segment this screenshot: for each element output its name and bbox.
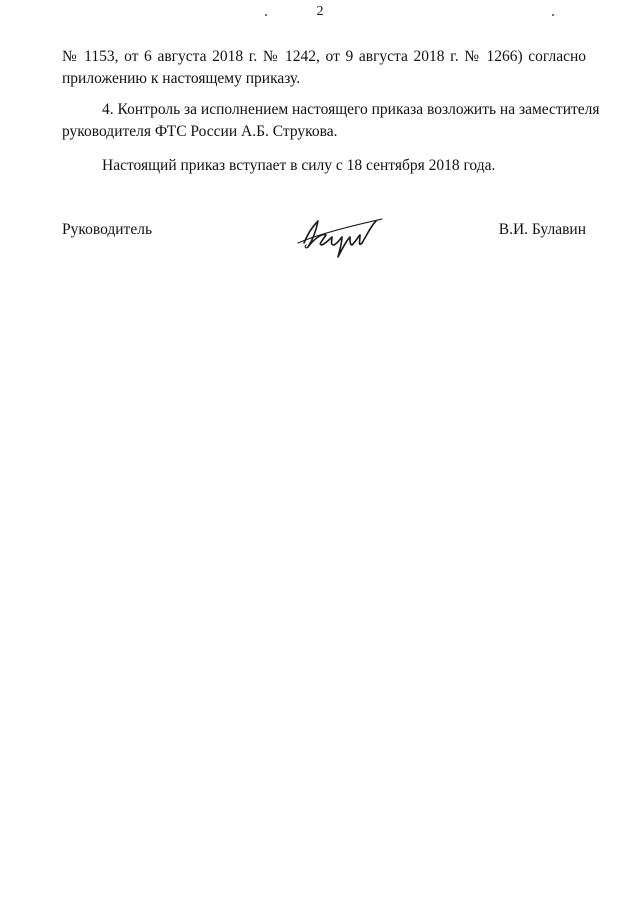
page-number: 2 bbox=[316, 4, 324, 19]
continuation-paragraph bbox=[62, 46, 586, 90]
effective-date-paragraph bbox=[62, 155, 586, 177]
item-4-line-2: руководителя ФТС России А.Б. Струкова. bbox=[62, 123, 338, 140]
effective-date-text: Настоящий приказ вступает в силу с 18 сентября 2018 года. bbox=[102, 157, 496, 174]
signatory-name: В.И. Булавин bbox=[498, 221, 586, 238]
signature-block bbox=[62, 213, 586, 261]
item-4-line-1: 4. Контроль за исполнением настоящего приказа возложить на заместителя bbox=[102, 101, 600, 118]
handwritten-signature-icon bbox=[296, 213, 386, 263]
signatory-position: Руководитель bbox=[62, 221, 153, 238]
continuation-line-2: приложению к настоящему приказу. bbox=[62, 70, 301, 87]
item-4-paragraph bbox=[62, 99, 600, 143]
continuation-line-1: № 1153, от 6 августа 2018 г. № 1242, от 9 августа 2018 г. № 1266) согласно bbox=[62, 48, 586, 65]
